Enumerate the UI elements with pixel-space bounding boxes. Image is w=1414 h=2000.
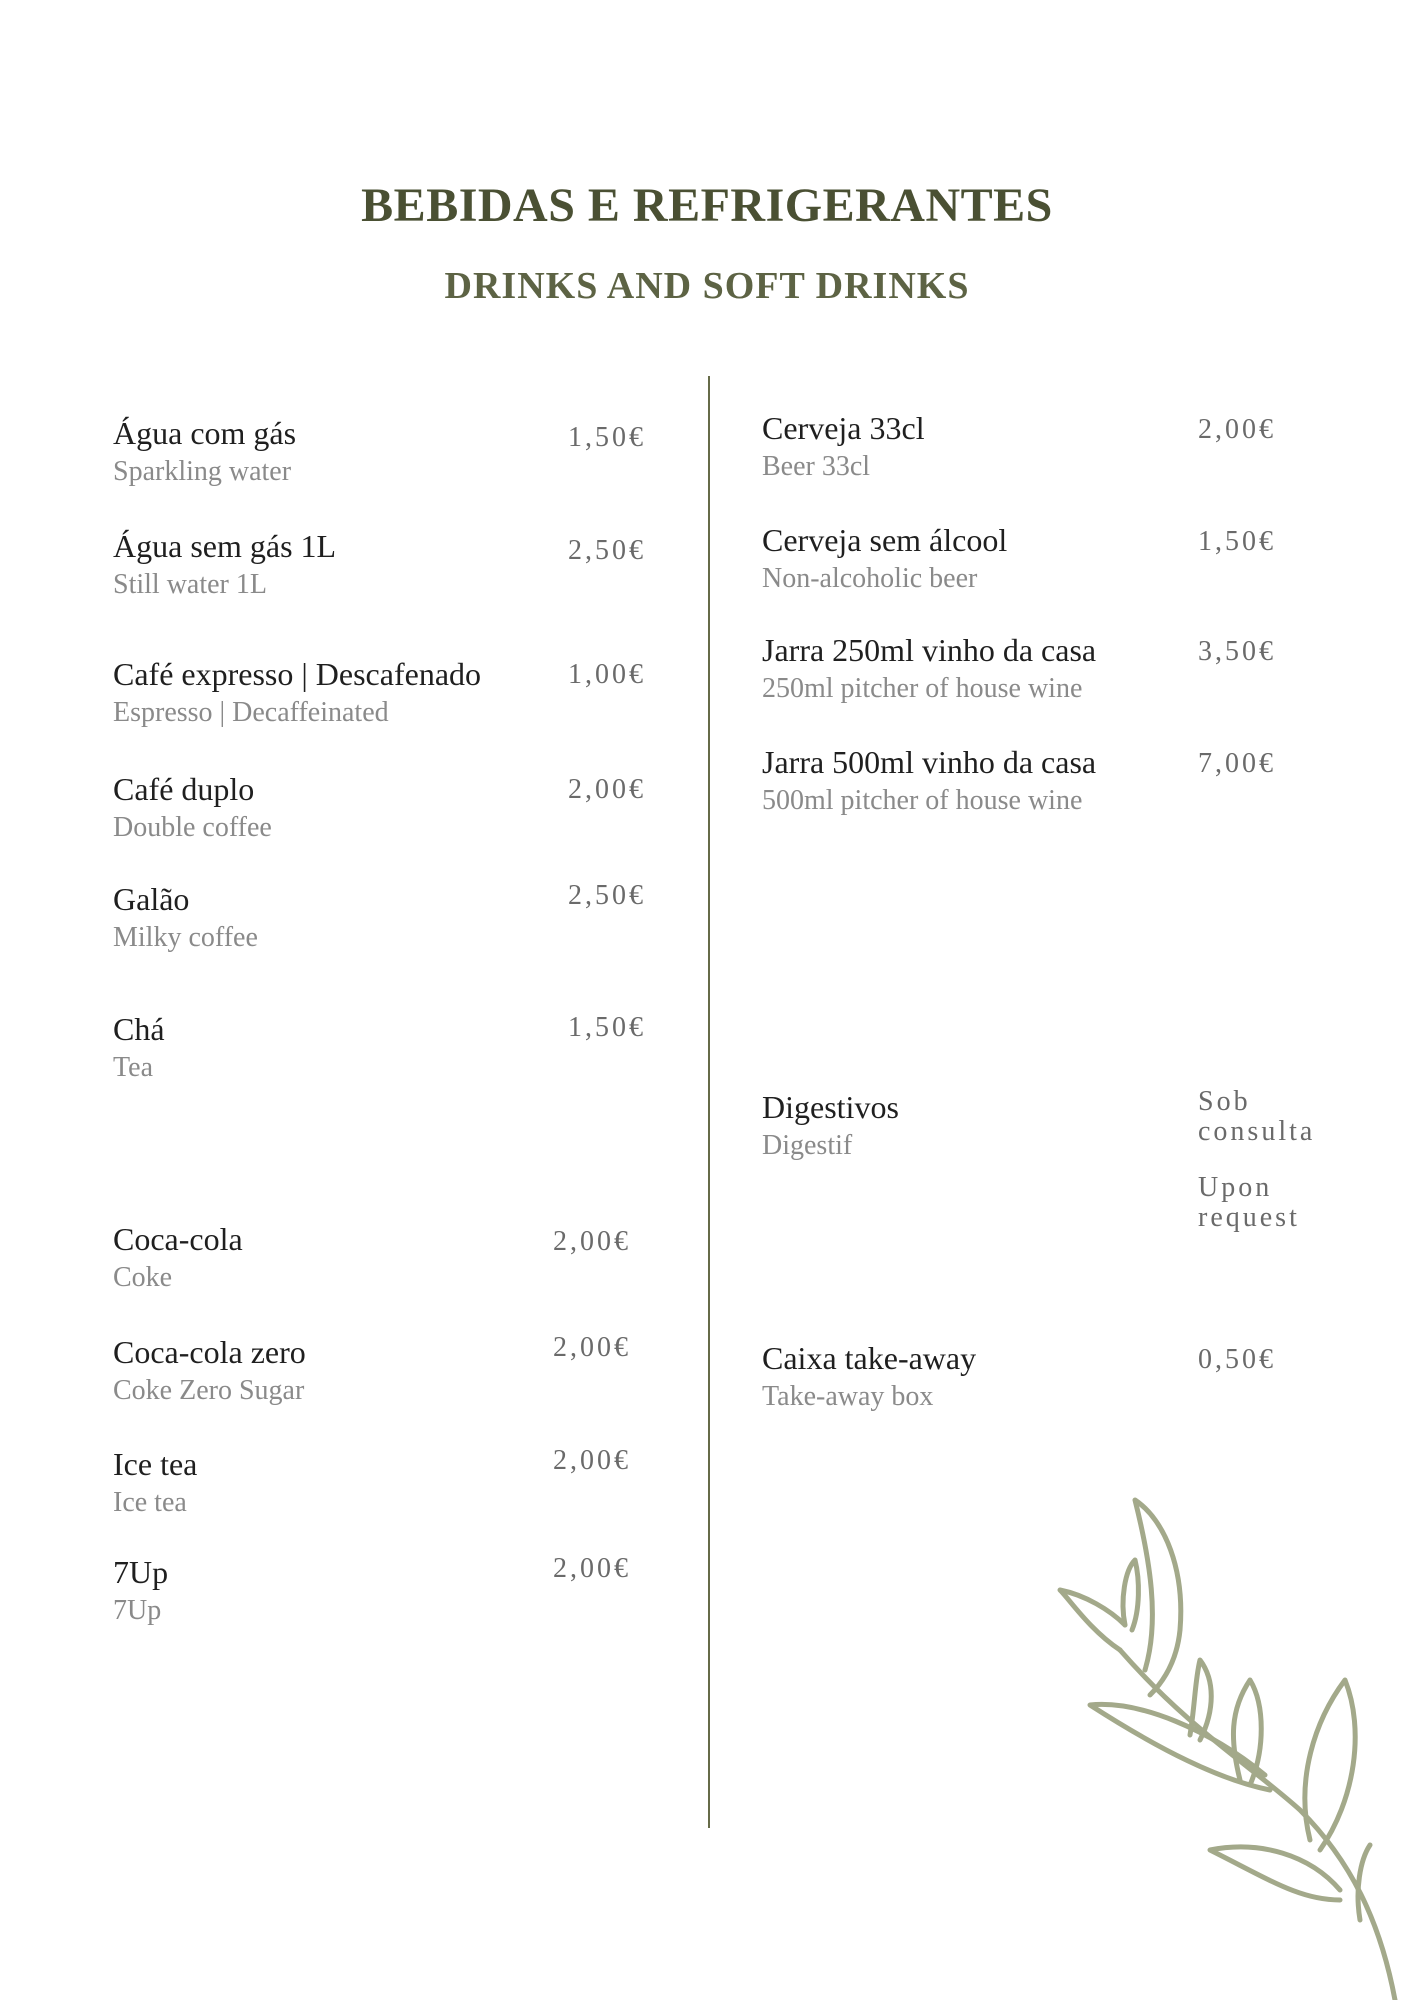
item-description: Tea bbox=[113, 1052, 154, 1083]
item-price: 2,00€ bbox=[553, 1226, 631, 1257]
item-description: Coke Zero Sugar bbox=[113, 1375, 305, 1406]
item-price: 0,50€ bbox=[1198, 1344, 1276, 1375]
item-description: 500ml pitcher of house wine bbox=[762, 785, 1083, 816]
item-description: Take-away box bbox=[762, 1381, 934, 1412]
item-price: 2,00€ bbox=[568, 774, 646, 805]
page-subtitle: DRINKS AND SOFT DRINKS bbox=[444, 265, 970, 307]
item-price: 2,00€ bbox=[553, 1553, 631, 1584]
item-price: 2,00€ bbox=[553, 1332, 631, 1363]
menu-item-agua-com-gas bbox=[113, 413, 296, 491]
price-note-en bbox=[1198, 1173, 1300, 1233]
item-name: 7Up bbox=[113, 1554, 169, 1590]
page-title: BEBIDAS E REFRIGERANTES bbox=[361, 179, 1053, 232]
item-price: 2,50€ bbox=[568, 535, 646, 566]
item-name: Jarra 500ml vinho da casa bbox=[762, 744, 1097, 780]
price-note-line: request bbox=[1198, 1202, 1300, 1233]
item-price: 2,50€ bbox=[568, 880, 646, 911]
menu-item-coca-cola-zero bbox=[113, 1332, 306, 1410]
item-name: Cerveja sem álcool bbox=[762, 522, 1008, 558]
item-description: Milky coffee bbox=[113, 922, 258, 953]
price-note-line: Upon bbox=[1198, 1172, 1273, 1203]
item-description: Beer 33cl bbox=[762, 451, 871, 482]
item-price: 2,00€ bbox=[1198, 414, 1276, 445]
menu-item-digestivos bbox=[762, 1087, 899, 1165]
menu-item-jarra-500ml bbox=[762, 742, 1096, 820]
item-name: Café expresso | Descafenado bbox=[113, 656, 482, 692]
item-description: Still water 1L bbox=[113, 569, 267, 600]
item-price: 1,00€ bbox=[568, 659, 646, 690]
menu-item-coca-cola bbox=[113, 1219, 243, 1297]
menu-item-jarra-250ml bbox=[762, 630, 1096, 708]
menu-item-cafe-expresso bbox=[113, 654, 481, 732]
menu-item-cha bbox=[113, 1009, 165, 1087]
item-description: Coke bbox=[113, 1262, 173, 1293]
item-price: 1,50€ bbox=[568, 422, 646, 453]
menu-item-cerveja bbox=[762, 408, 925, 486]
item-name: Galão bbox=[113, 881, 190, 917]
item-name: Jarra 250ml vinho da casa bbox=[762, 632, 1097, 668]
menu-item-7up bbox=[113, 1552, 168, 1630]
item-name: Cerveja 33cl bbox=[762, 410, 925, 446]
item-price: 1,50€ bbox=[1198, 526, 1276, 557]
price-note-line: consulta bbox=[1198, 1116, 1316, 1147]
item-description: Double coffee bbox=[113, 812, 272, 843]
item-description: Digestif bbox=[762, 1130, 853, 1161]
item-name: Café duplo bbox=[113, 771, 255, 807]
item-name: Caixa take-away bbox=[762, 1340, 977, 1376]
menu-item-cerveja-sem-alcool bbox=[762, 520, 1007, 598]
item-price: 3,50€ bbox=[1198, 636, 1276, 667]
item-description: 7Up bbox=[113, 1595, 162, 1626]
item-description: Non-alcoholic beer bbox=[762, 563, 978, 594]
column-divider bbox=[708, 376, 710, 1828]
price-note-line: Sob bbox=[1198, 1086, 1251, 1117]
item-name: Água sem gás 1L bbox=[113, 528, 337, 564]
item-description: Sparkling water bbox=[113, 456, 292, 487]
item-price: 2,00€ bbox=[553, 1445, 631, 1476]
menu-item-ice-tea bbox=[113, 1444, 197, 1522]
item-name: Chá bbox=[113, 1011, 165, 1047]
item-name: Ice tea bbox=[113, 1446, 198, 1482]
leaf-sprig-icon bbox=[1050, 1480, 1414, 2000]
menu-item-cafe-duplo bbox=[113, 769, 272, 847]
menu-item-caixa-take-away bbox=[762, 1338, 976, 1416]
item-name: Coca-cola bbox=[113, 1221, 243, 1257]
menu-item-galao bbox=[113, 879, 258, 957]
item-name: Água com gás bbox=[113, 415, 297, 451]
item-price: 1,50€ bbox=[568, 1012, 646, 1043]
item-name: Digestivos bbox=[762, 1089, 899, 1125]
item-price: 7,00€ bbox=[1198, 748, 1276, 779]
menu-item-agua-sem-gas bbox=[113, 526, 336, 604]
item-description: Espresso | Decaffeinated bbox=[113, 697, 389, 728]
item-name: Coca-cola zero bbox=[113, 1334, 306, 1370]
price-note-pt bbox=[1198, 1087, 1315, 1147]
item-description: 250ml pitcher of house wine bbox=[762, 673, 1083, 704]
item-description: Ice tea bbox=[113, 1487, 187, 1518]
